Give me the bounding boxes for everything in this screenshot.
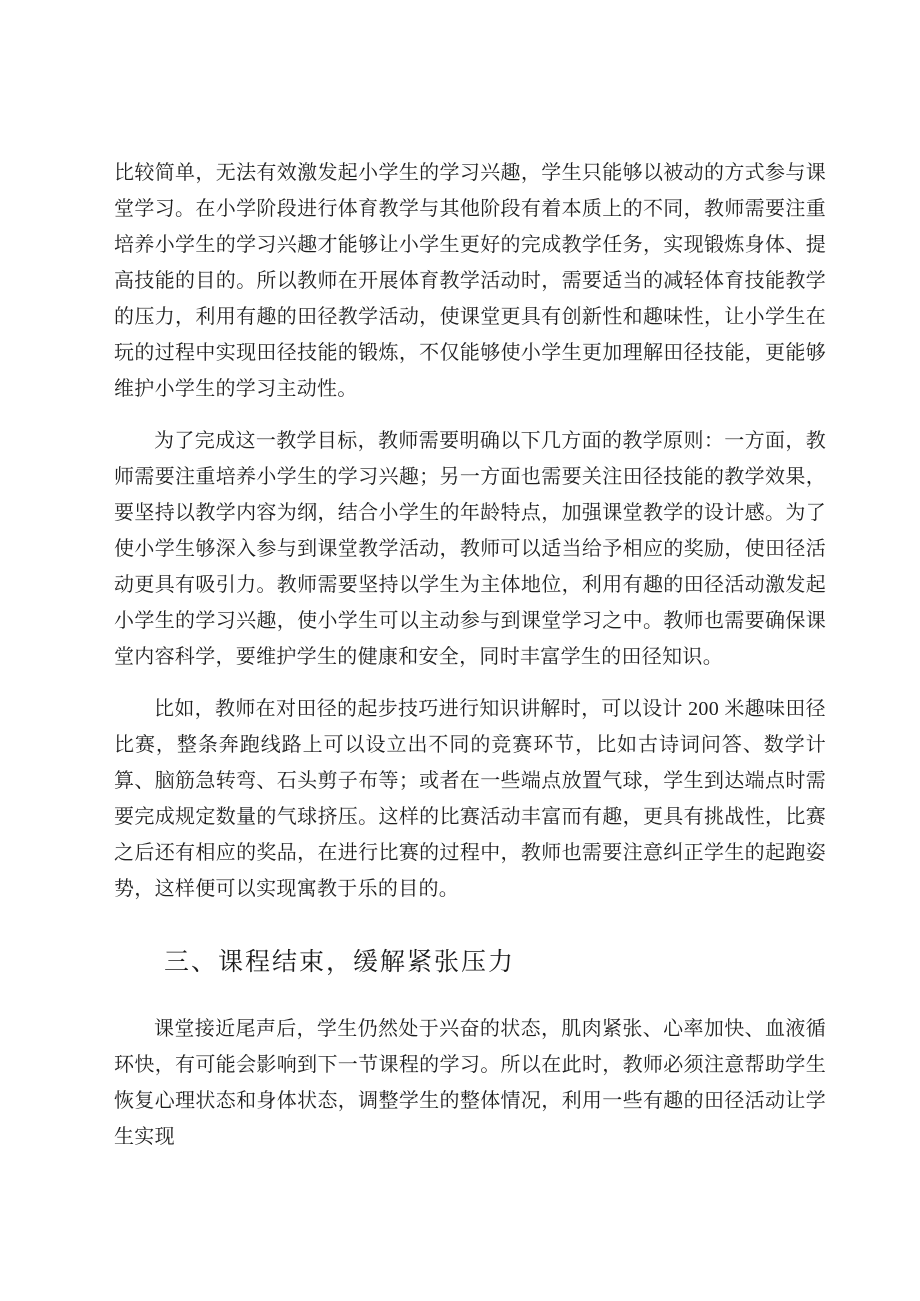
body-paragraph-2: 为了完成这一教学目标，教师需要明确以下几方面的教学原则：一方面，教师需要注重培养小学生的学习兴趣；另一方面也需要关注田径技能的教学效果，要坚持以教学内容为纲，结合小学生的年龄特点，加强课堂教学的设计感。为了使小学生够深入参与到课堂教学活动，教师可以适当给予相应的奖励，使田径活动更具有吸引力。教师需要坚持以学生为主体地位，利用有趣的田径活动激发起小学生的学习兴趣，使小学生可以主动参与到课堂学习之中。教师也需要确保课堂内容科学，要维护学生的健康和安全，同时丰富学生的田径知识。 <box>114 430 826 668</box>
body-paragraph-1: 比较简单，无法有效激发起小学生的学习兴趣，学生只能够以被动的方式参与课堂学习。在小学阶段进行体育教学与其他阶段有着本质上的不同，教师需要注重培养小学生的学习兴趣才能够让小学生更好的完成教学任务，实现锻炼身体、提高技能的目的。所以教师在开展体育教学活动时，需要适当的减轻体育技能教学的压力，利用有趣的田径教学活动，使课堂更具有创新性和趣味性，让小学生在玩的过程中实现田径技能的锻炼，不仅能够使小学生更加理解田径技能，更能够维护小学生的学习主动性。 <box>114 162 826 400</box>
body-paragraph-4: 课堂接近尾声后，学生仍然处于兴奋的状态，肌肉紧张、心率加快、血液循环快，有可能会影响到下一节课程的学习。所以在此时，教师必须注意帮助学生恢复心理状态和身体状态，调整学生的整体情况，利用一些有趣的田径活动让学生实现 <box>114 1018 826 1148</box>
section-heading-3: 三、课程结束，缓解紧张压力 <box>164 949 516 976</box>
body-paragraph-3: 比如，教师在对田径的起步技巧进行知识讲解时，可以设计 200 米趣味田径比赛，整条奔跑线路上可以设立出不同的竞赛环节，比如古诗词问答、数学计算、脑筋急转弯、石头剪子布等；或者在一些端点放置气球，学生到达端点时需要完成规定数量的气球挤压。这样的比赛活动丰富而有趣，更具有挑战性，比赛之后还有相应的奖品，在进行比赛的过程中，教师也需要注意纠正学生的起跑姿势，这样便可以实现寓教于乐的目的。 <box>114 698 826 900</box>
